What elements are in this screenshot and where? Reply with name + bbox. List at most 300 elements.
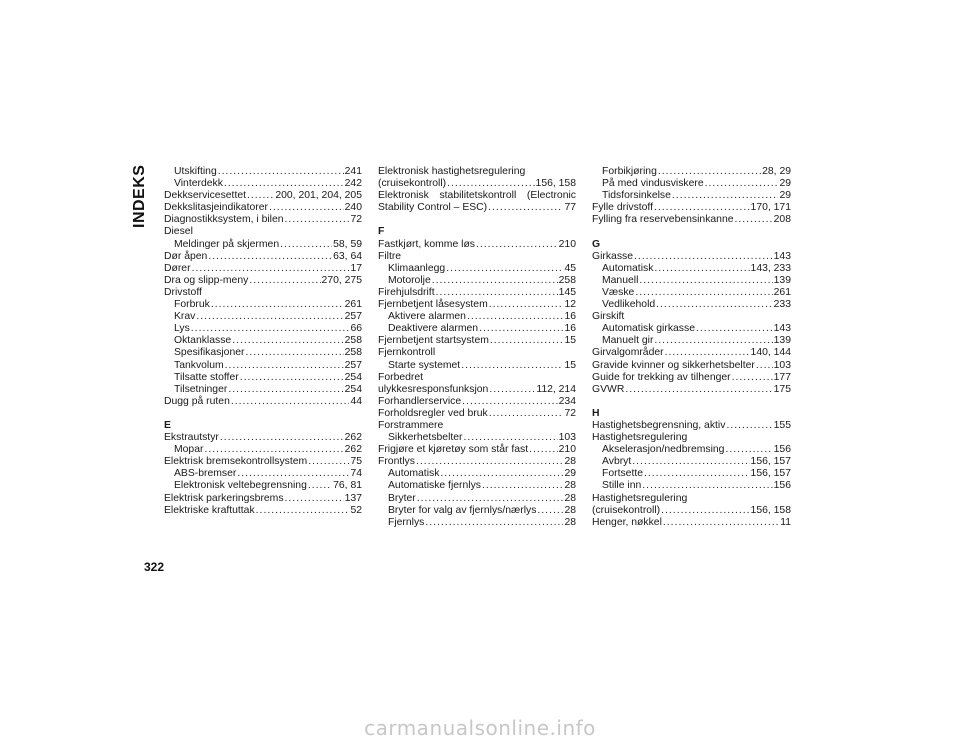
index-entry-pages: 76, 81 [333, 480, 362, 492]
index-entry-term: Fjernlys [388, 516, 425, 528]
index-entry [378, 190, 576, 202]
index-entry-pages: 139 [773, 274, 791, 286]
index-letter-heading: H [592, 407, 600, 419]
index-entry-term: Starte systemet [388, 359, 461, 371]
index-entry [378, 372, 576, 384]
index-entry-term: Utskifting [174, 166, 217, 177]
index-entry-pages: 210 [558, 238, 576, 250]
dot-leader [237, 468, 349, 480]
index-entry [164, 456, 362, 468]
index-letter-heading: E [164, 419, 171, 431]
index-entry [378, 444, 576, 456]
index-subentry [592, 190, 791, 202]
index-subentry [164, 166, 362, 178]
index-entry-term: Vinterdekk [174, 178, 223, 190]
dot-leader [705, 178, 779, 190]
index-entry-term: Elektronisk hastighetsregulering [378, 166, 526, 177]
index-entry-pages: 52 [350, 504, 362, 516]
index-entry-pages: 63, 64 [333, 250, 362, 262]
index-entry-term: Hastighetsbegrensning, aktiv [592, 419, 726, 431]
index-entry-pages: 261 [773, 286, 791, 298]
index-side-title: INDEKS [131, 164, 148, 228]
index-entry-word: Elektronisk [378, 190, 429, 202]
index-entry [592, 384, 791, 396]
index-entry-pages: 74 [350, 468, 362, 480]
index-entry-pages: 72 [564, 407, 576, 419]
index-entry-term: Klimaanlegg [388, 262, 446, 274]
dot-leader [240, 372, 344, 384]
index-entry [378, 178, 576, 190]
index-subentry [164, 347, 362, 359]
index-entry-term: Frigjøre et kjøretøy som står fast [378, 444, 529, 456]
index-entry-pages: 29 [779, 178, 791, 190]
index-entry [592, 251, 791, 263]
index-entry-pages: 140, 144 [750, 347, 791, 359]
index-entry-pages: 137 [344, 492, 362, 504]
dot-leader [249, 275, 320, 287]
index-entry-pages: 241 [344, 166, 362, 177]
index-entry [378, 299, 576, 311]
dot-leader [285, 493, 344, 505]
dot-leader [231, 396, 350, 408]
index-entry-term: Forbedret [378, 371, 424, 383]
index-entry [592, 214, 791, 226]
index-entry-term: Elektronisk veltebegrensning [174, 480, 307, 492]
dot-leader [245, 347, 343, 359]
index-entry [164, 287, 362, 299]
dot-leader [489, 408, 564, 420]
dot-leader [256, 505, 350, 517]
index-entry-pages: 58, 59 [333, 238, 362, 250]
index-entry-pages: 143 [773, 250, 791, 262]
dot-leader [654, 335, 772, 347]
index-entry-term: Hastighetsregulering [592, 492, 688, 504]
dot-leader [446, 263, 563, 275]
dot-leader [308, 480, 332, 492]
index-subentry [592, 480, 791, 492]
dot-leader [656, 299, 773, 311]
index-entry-pages: 143 [773, 323, 791, 335]
index-entry-term: Fjernkontroll [378, 347, 436, 359]
dot-leader [417, 493, 564, 505]
index-subentry [378, 323, 576, 335]
index-entry-pages: 103 [773, 359, 791, 371]
dot-leader [732, 372, 773, 384]
index-entry-term: Hastighetsregulering [592, 432, 688, 444]
index-entry [164, 493, 362, 505]
index-subentry [378, 505, 576, 517]
index-entry-term: Manuell [602, 274, 639, 286]
index-entry-pages: 112, 214 [536, 383, 576, 395]
index-entry-term: Forholdsregler ved bruk [378, 407, 488, 419]
index-subentry [592, 335, 791, 347]
index-subentry [164, 299, 362, 311]
index-entry-pages: 240 [344, 202, 362, 214]
index-entry-term: Fylling fra reservebensinkanne [592, 214, 734, 226]
index-entry-pages: 208 [773, 214, 791, 226]
index-entry-term: Henger, nøkkel [592, 516, 662, 528]
index-subentry [164, 311, 362, 323]
index-entry-pages: 77 [564, 202, 576, 214]
index-entry [378, 239, 576, 251]
index-entry-term: Bryter [388, 492, 416, 504]
index-subentry [378, 263, 576, 275]
index-entry-pages: 242 [344, 178, 362, 190]
index-subentry [592, 468, 791, 480]
dot-leader [476, 239, 558, 251]
index-entry [164, 251, 362, 263]
index-entry [378, 408, 576, 420]
index-entry [378, 347, 576, 359]
index-entry-term: Avbryt [602, 456, 632, 468]
page-number: 322 [144, 560, 165, 574]
dot-leader [634, 251, 773, 263]
index-entry-word: (Electronic [526, 190, 576, 202]
index-subentry [378, 360, 576, 372]
dot-leader [665, 347, 750, 359]
index-entry-pages: 103 [558, 432, 576, 444]
index-entry-term: Diagnostikksystem, i bilen [164, 214, 284, 226]
index-entry-pages: 143, 233 [750, 262, 791, 274]
dot-leader [208, 251, 332, 263]
index-entry [592, 347, 791, 359]
index-entry-term: Frontlys [378, 456, 415, 468]
dot-leader [537, 505, 563, 517]
index-entry [164, 396, 362, 408]
index-subentry [592, 323, 791, 335]
index-entry-term: Tilsatte stoffer [174, 371, 239, 383]
index-entry [592, 311, 791, 323]
index-entry [164, 226, 362, 238]
index-entry-pages: 28 [564, 516, 576, 528]
index-entry [378, 287, 576, 299]
index-entry [378, 384, 576, 396]
index-entry [592, 420, 791, 432]
index-subentry [164, 468, 362, 480]
dot-leader [416, 456, 563, 468]
index-entry-word: stabilitetskontroll [439, 190, 517, 202]
index-entry-term: Tilsetninger [174, 383, 228, 395]
dot-leader [529, 444, 558, 456]
index-entry-pages: 254 [344, 371, 362, 383]
dot-leader [464, 432, 558, 444]
index-entry-term: Sikkerhetsbelter [388, 432, 463, 444]
index-subentry [164, 360, 362, 372]
dot-leader [440, 468, 563, 480]
index-entry-pages: 258 [558, 274, 576, 286]
index-entry-term: (cruisekontroll) [592, 504, 661, 516]
index-entry-term: (cruisekontroll) [378, 178, 447, 190]
index-entry-pages: 170, 171 [750, 202, 791, 214]
index-entry-term: Fjernbetjent låsesystem [378, 299, 488, 311]
index-entry-term: Fastkjørt, komme løs [378, 238, 475, 250]
index-entry-term: Ekstrautstyr [164, 432, 219, 444]
index-entry [592, 360, 791, 372]
index-entry-term: Væske [602, 286, 635, 298]
index-letter-heading: G [592, 238, 601, 250]
dot-leader [756, 360, 773, 372]
index-entry-pages: 28 [564, 492, 576, 504]
dot-leader [642, 480, 772, 492]
dot-leader [269, 202, 344, 214]
index-entry-pages: 175 [773, 383, 791, 395]
index-entry [378, 420, 576, 432]
index-entry-pages: 16 [564, 323, 576, 335]
index-entry-term: Dugg på ruten [164, 395, 230, 407]
dot-leader [425, 517, 563, 529]
index-entry-term: Dekkslitasjeindikatorer [164, 202, 268, 214]
dot-leader [218, 166, 344, 178]
index-entry-term: Stille inn [602, 480, 642, 492]
dot-leader [489, 299, 564, 311]
dot-leader [635, 287, 772, 299]
dot-leader [644, 468, 750, 480]
index-entry-term: Firehjulsdrift [378, 286, 435, 298]
index-entry [164, 214, 362, 226]
index-subentry [592, 287, 791, 299]
index-subentry [164, 480, 362, 492]
index-subentry [592, 263, 791, 275]
index-entry-term: Forbikjøring [602, 166, 657, 177]
dot-leader [192, 263, 350, 275]
index-subentry [378, 432, 576, 444]
index-entry [164, 432, 362, 444]
index-subentry [592, 178, 791, 190]
index-entry-pages: 44 [350, 395, 362, 407]
index-entry-term: Automatisk girkasse [602, 323, 695, 335]
index-entry-term: GVWR [592, 383, 625, 395]
index-entry-term: Tidsforsinkelse [602, 190, 671, 202]
index-entry-term: Lys [174, 323, 190, 335]
dot-leader [225, 360, 344, 372]
index-subentry [378, 275, 576, 287]
index-entry [378, 335, 576, 347]
index-subentry [592, 444, 791, 456]
index-entry-term: Vedlikehold [602, 299, 656, 311]
index-entry-pages: 233 [773, 299, 791, 311]
dot-leader [191, 323, 350, 335]
index-entry [378, 396, 576, 408]
dot-leader [696, 323, 773, 335]
index-entry-term: Mopar [174, 444, 204, 456]
index-entry-pages: 258 [344, 335, 362, 347]
index-entry-term: Dekkservicesettet [164, 190, 246, 202]
index-subentry [378, 468, 576, 480]
index-entry-pages: 75 [350, 456, 362, 468]
index-entry [592, 517, 791, 529]
dot-leader [247, 190, 274, 202]
index-entry-term: Motorolje [388, 274, 431, 286]
index-entry-pages: 29 [779, 190, 791, 202]
index-entry-pages: 257 [344, 359, 362, 371]
index-entry-pages: 28 [564, 456, 576, 468]
index-entry-pages: 261 [344, 299, 362, 311]
watermark: carmanualsonline.info [364, 716, 596, 740]
index-entry-term: Dør åpen [164, 250, 208, 262]
index-column-1 [164, 166, 362, 517]
dot-leader [489, 384, 535, 396]
dot-leader [211, 299, 344, 311]
index-entry-term: Akselerasjon/nedbremsing [602, 444, 725, 456]
index-entry-pages: 28 [564, 480, 576, 492]
index-entry-term: På med vindusviskere [602, 178, 704, 190]
dot-leader [285, 214, 350, 226]
dot-leader [658, 166, 761, 178]
index-subentry [592, 299, 791, 311]
index-entry-pages: 156, 158 [750, 504, 791, 516]
dot-leader [735, 214, 773, 226]
dot-leader [467, 311, 563, 323]
index-subentry [164, 372, 362, 384]
dot-leader [280, 239, 332, 251]
index-entry-pages: 156 [773, 480, 791, 492]
index-entry-term: Deaktivere alarmen [388, 323, 479, 335]
dot-leader [490, 335, 564, 347]
index-entry-term: Dra og slipp-meny [164, 274, 249, 286]
index-entry-term: Krav [174, 311, 196, 323]
index-entry-term: Girvalgområder [592, 347, 664, 359]
dot-leader [672, 190, 779, 202]
index-entry-pages: 11 [780, 516, 791, 528]
dot-leader [228, 384, 343, 396]
dot-leader [461, 360, 563, 372]
index-entry-pages: 12 [564, 299, 576, 311]
index-entry-term: Fortsette [602, 468, 643, 480]
dot-leader [488, 202, 563, 214]
index-entry-term: Automatisk [388, 468, 440, 480]
index-column-3 [592, 166, 791, 529]
index-subentry [378, 493, 576, 505]
index-entry-term: Fylle drivstoff [592, 202, 654, 214]
index-entry-term: Fjernbetjent startsystem [378, 335, 489, 347]
dot-leader [726, 420, 772, 432]
dot-leader [462, 396, 557, 408]
index-entry [164, 263, 362, 275]
index-entry-pages: 139 [773, 335, 791, 347]
index-entry [164, 505, 362, 517]
index-entry [592, 505, 791, 517]
index-entry-term: Dører [164, 262, 191, 274]
index-subentry [164, 444, 362, 456]
index-entry-pages: 210 [558, 444, 576, 456]
index-subentry [164, 178, 362, 190]
index-entry-term: Manuelt gir [602, 335, 654, 347]
index-entry-pages: 66 [350, 323, 362, 335]
index-column-2 [378, 166, 576, 529]
index-entry-term: Forhandlerservice [378, 395, 462, 407]
dot-leader [196, 311, 343, 323]
index-subentry [164, 323, 362, 335]
index-entry-term: Stability Control – ESC) [378, 202, 488, 214]
index-entry-pages: 29 [564, 468, 576, 480]
index-entry-term: Tankvolum [174, 359, 224, 371]
dot-leader [639, 275, 772, 287]
index-entry-term: Automatiske fjernlys [388, 480, 481, 492]
index-entry-term: Aktivere alarmen [388, 311, 466, 323]
index-subentry [164, 384, 362, 396]
dot-leader [479, 323, 563, 335]
dot-leader [308, 456, 349, 468]
dot-leader [632, 456, 749, 468]
index-subentry [164, 239, 362, 251]
dot-leader [220, 432, 344, 444]
index-entry [378, 456, 576, 468]
index-entry-pages: 156, 157 [750, 456, 791, 468]
index-entry-pages: 156, 158 [535, 178, 576, 190]
index-entry-pages: 45 [564, 262, 576, 274]
dot-leader [725, 444, 772, 456]
index-entry-term: Girkasse [592, 250, 633, 262]
index-entry-term: Automatisk [602, 262, 654, 274]
index-entry-term: Oktanklasse [174, 335, 232, 347]
index-entry-pages: 28 [564, 504, 576, 516]
index-entry-term: Forstrammere [378, 419, 444, 431]
dot-leader [432, 275, 558, 287]
index-entry-pages: 200, 201, 204, 205 [275, 190, 362, 202]
index-entry-term: Filtre [378, 250, 402, 262]
index-entry-pages: 262 [344, 432, 362, 444]
index-subentry [378, 480, 576, 492]
index-entry-pages: 72 [350, 214, 362, 226]
index-entry-pages: 17 [350, 262, 362, 274]
index-entry [592, 493, 791, 505]
index-entry [592, 202, 791, 214]
index-entry-term: Spesifikasjoner [174, 347, 245, 359]
dot-leader [663, 517, 779, 529]
index-entry [164, 275, 362, 287]
dot-leader [654, 202, 750, 214]
index-entry [378, 202, 576, 214]
index-entry-pages: 155 [773, 419, 791, 431]
index-entry-term: Forbruk [174, 299, 210, 311]
index-entry [592, 372, 791, 384]
index-entry [378, 251, 576, 263]
index-entry-pages: 15 [564, 335, 576, 347]
dot-leader [447, 178, 534, 190]
index-entry-term: ABS-bremser [174, 468, 237, 480]
index-entry-term: Elektrisk parkeringsbrems [164, 492, 284, 504]
index-entry [164, 190, 362, 202]
index-entry-term: ulykkesresponsfunksjon [378, 383, 489, 395]
index-entry-pages: 270, 275 [321, 274, 362, 286]
index-entry-pages: 177 [773, 371, 791, 383]
index-entry-term: Drivstoff [164, 286, 202, 298]
index-entry-pages: 15 [564, 359, 576, 371]
index-entry-term: Elektriske kraftuttak [164, 504, 255, 516]
index-entry-pages: 234 [558, 395, 576, 407]
index-entry-term: Diesel [164, 226, 193, 238]
dot-leader [482, 480, 563, 492]
index-entry-pages: 16 [564, 311, 576, 323]
index-subentry [378, 517, 576, 529]
index-entry-pages: 262 [344, 444, 362, 456]
index-entry-term: Girskift [592, 311, 625, 323]
index-subentry [592, 166, 791, 178]
dot-leader [224, 178, 344, 190]
index-entry-pages: 156 [773, 444, 791, 456]
index-entry [592, 432, 791, 444]
index-letter-heading: F [378, 226, 385, 238]
index-entry [378, 166, 576, 178]
index-entry-term: Meldinger på skjermen [174, 238, 280, 250]
index-subentry [592, 275, 791, 287]
index-entry-term: Guide for trekking av tilhenger [592, 371, 731, 383]
index-subentry [378, 311, 576, 323]
index-entry [164, 202, 362, 214]
dot-leader [232, 335, 343, 347]
index-entry-pages: 254 [344, 383, 362, 395]
index-entry-pages: 257 [344, 311, 362, 323]
